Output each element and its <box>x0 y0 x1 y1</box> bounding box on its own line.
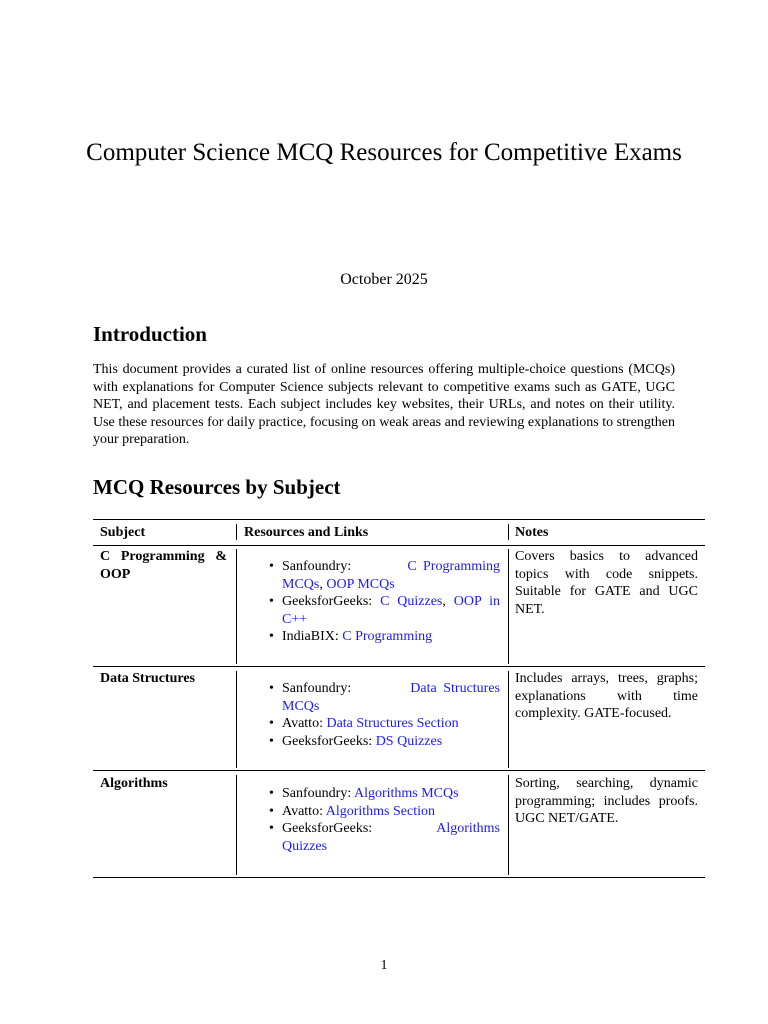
table-bottom-rule <box>93 877 705 878</box>
bullet-icon: • <box>269 786 274 801</box>
site-name: Sanfoundry: <box>282 681 352 696</box>
table-row-rule <box>93 666 705 667</box>
resource-list <box>269 680 501 750</box>
resource-link[interactable]: Algorithms Section <box>325 803 435 819</box>
site-name: Sanfoundry: <box>282 559 352 574</box>
bullet-icon: • <box>269 803 274 819</box>
list-item <box>269 715 500 733</box>
introduction-paragraph: This document provides a curated list of online resources offering multiple-choice questions (MCQs) with explanations for Computer Science subjects relevant to competitive exams such as GATE, UGC NET, and placement tests. Each subject includes key websites, their URLs, and notes on their utility. Use these resources for daily practice, focusing on weak areas and reviewing explanations to strengthen your preparation. <box>93 362 675 448</box>
column-separator <box>508 671 509 768</box>
table-cell-subject: Data Structures <box>100 671 196 686</box>
column-header-resources: Resources and Links <box>244 525 369 540</box>
list-item: • GeeksforGeeks: C Quizzes, OOP in C++ <box>269 594 500 627</box>
resource-link[interactable]: OOP MCQs <box>326 576 395 592</box>
site-name: Avatto: <box>282 716 323 732</box>
resource-link[interactable]: Algorithms MCQs <box>353 786 459 801</box>
list-item <box>269 733 500 751</box>
resource-list <box>269 558 500 646</box>
resource-link[interactable]: C Programming <box>342 629 433 645</box>
resource-link[interactable]: C Quizzes <box>380 594 443 610</box>
table-header-rule <box>93 545 705 546</box>
section-heading-introduction: Introduction <box>93 322 207 346</box>
resource-link[interactable]: Algorithms Quizzes <box>282 821 500 854</box>
bullet-icon: • <box>269 716 274 732</box>
site-name: Avatto: <box>282 803 323 819</box>
column-header-notes: Notes <box>515 525 549 540</box>
resource-link[interactable]: Data Structures Section <box>326 716 459 732</box>
site-name: GeeksforGeeks: <box>282 594 373 610</box>
site-name: GeeksforGeeks: <box>282 821 373 837</box>
page-number: 1 <box>380 958 388 973</box>
resource-link[interactable]: DS Quizzes <box>375 733 443 749</box>
table-cell-notes: Sorting, searching, dynamic programming; includes proofs. UGC NET/GATE. <box>515 776 698 827</box>
column-separator <box>236 524 237 540</box>
table-cell-subject: C Programming & OOP <box>100 549 227 582</box>
bullet-icon: • <box>269 821 274 837</box>
list-item <box>269 785 500 803</box>
column-header-subject: Subject <box>100 525 146 540</box>
column-separator <box>508 549 509 664</box>
table-top-rule <box>93 519 705 520</box>
bullet-icon: • <box>269 594 274 610</box>
resource-link[interactable]: OOP in C++ <box>282 594 500 627</box>
table-cell-subject: Algorithms <box>100 776 168 791</box>
list-item <box>269 680 501 715</box>
table-cell-notes: Covers basics to advanced topics with code snippets. Suitable for GATE and UGC NET. <box>515 549 698 617</box>
column-separator <box>236 775 237 875</box>
bullet-icon: • <box>269 559 274 574</box>
list-item <box>269 628 500 646</box>
document-date: October 2025 <box>340 271 428 288</box>
resource-list <box>269 785 500 855</box>
column-separator <box>508 524 509 540</box>
resource-link[interactable]: C Programming MCQs <box>282 559 500 592</box>
column-separator <box>236 549 237 664</box>
column-separator <box>508 775 509 875</box>
table-cell-notes: Includes arrays, trees, graphs; explanations with time complexity. GATE-focused. <box>515 671 698 722</box>
site-name: Sanfoundry: <box>282 786 352 801</box>
list-item <box>269 803 500 821</box>
bullet-icon: • <box>269 733 274 749</box>
resource-link[interactable]: Data Structures MCQs <box>282 681 501 714</box>
section-heading-mcq-resources: MCQ Resources by Subject <box>93 475 341 499</box>
list-item: • Sanfoundry: C Programming MCQs, OOP MCQs <box>269 559 500 592</box>
document-title: Computer Science MCQ Resources for Competitive Exams <box>86 139 682 166</box>
bullet-icon: • <box>269 629 274 645</box>
column-separator <box>236 671 237 768</box>
site-name: GeeksforGeeks: <box>282 733 373 749</box>
list-item <box>269 820 500 855</box>
bullet-icon: • <box>269 681 274 696</box>
table-row-rule <box>93 770 705 771</box>
site-name: IndiaBIX: <box>282 629 339 645</box>
